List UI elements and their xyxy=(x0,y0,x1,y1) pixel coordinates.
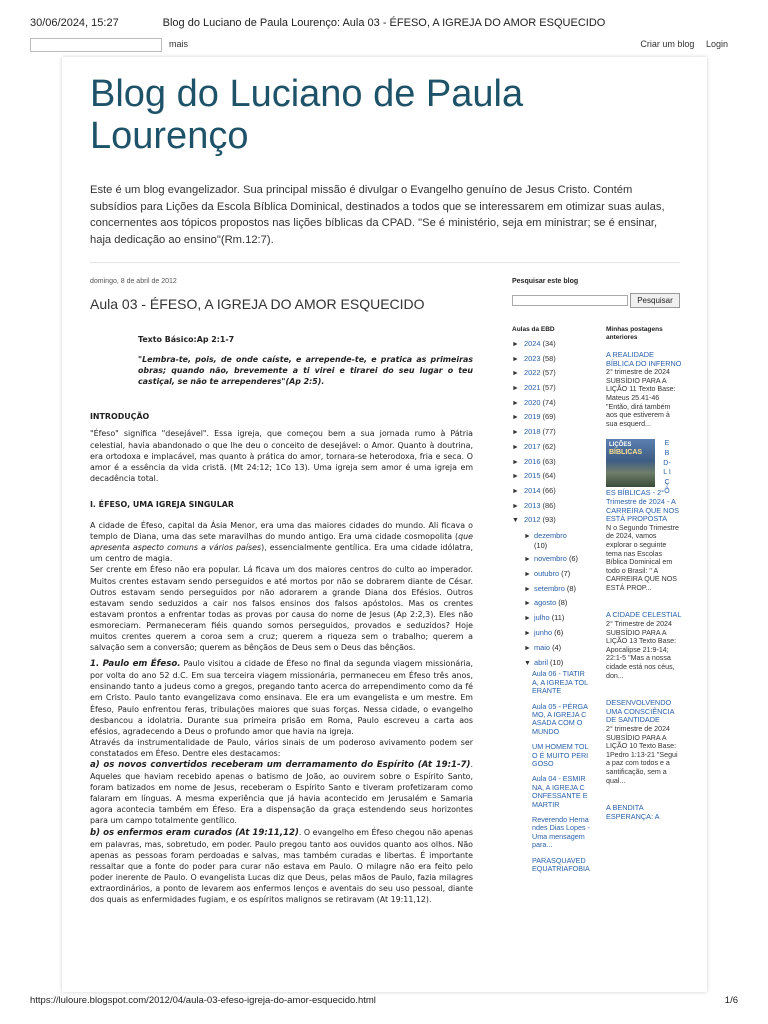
archive-year[interactable] xyxy=(512,513,596,528)
recent-post-snippet: N o Segundo Trimestre de 2024, vamos explorar o seguinte tema nas Escolas Bíblica Dominical em todo o Brasil: " A CARREIRA QUE NOS ESTÁ PROP... xyxy=(606,523,679,592)
archive-year[interactable] xyxy=(512,337,596,352)
year-count: (58) xyxy=(542,353,556,363)
archive-year[interactable] xyxy=(512,352,596,367)
month-link[interactable]: outubro xyxy=(534,568,560,578)
expand-arrow-icon[interactable]: ► xyxy=(524,585,531,593)
print-title: Blog do Luciano de Paula Lourenço: Aula 03 - ÉFESO, A IGREJA DO AMOR ESQUECIDO xyxy=(162,17,606,29)
expand-arrow-icon[interactable]: ► xyxy=(512,458,519,466)
month-count: (4) xyxy=(552,642,562,652)
point-b-paragraph xyxy=(90,827,473,906)
archive-year[interactable] xyxy=(512,381,596,396)
expand-arrow-icon[interactable]: ► xyxy=(512,385,519,393)
expand-arrow-icon[interactable]: ► xyxy=(512,443,519,451)
archive-month[interactable] xyxy=(512,626,596,641)
month-count: (8) xyxy=(558,598,568,608)
month-link[interactable]: abril xyxy=(534,657,548,667)
point-a-heading: a) os novos convertidos receberam um derramamento do Espírito (At 19:1-7) xyxy=(90,760,471,770)
month-count: (11) xyxy=(551,613,565,623)
archive-year[interactable] xyxy=(512,440,596,455)
year-link[interactable]: 2021 xyxy=(524,383,541,393)
archive-month[interactable] xyxy=(512,552,596,567)
print-header xyxy=(0,0,768,40)
expand-arrow-icon[interactable]: ► xyxy=(524,644,531,652)
blog-search xyxy=(512,293,680,308)
expand-arrow-icon[interactable]: ► xyxy=(512,399,519,407)
expand-arrow-icon[interactable]: ► xyxy=(524,615,531,623)
archive-month[interactable] xyxy=(512,596,596,611)
paulo-text: Paulo visitou a cidade de Éfeso no final da segunda viagem missionária, por volta do ano 52 d.C. Em sua terceira viagem missionária, permaneceu em Éfeso três anos, ensinando tanto a judeus como a gregos, pregando tanto acerca do arrependimento como da fé em Cristo. Paulo tanto evangelizava como ensinava. Ele era um evangelista e um mestre. Em Éfeso, Paulo enfrentou feras, tribulações maiores que suas forças. Nessa cidade, o evangelho desbancou a idolatria. Durante sua primeira prisão em Roma, Paulo escreveu a carta aos efésios, agradecendo a Deus o profundo amor que havia na igreja. xyxy=(90,659,473,736)
year-link[interactable]: 2024 xyxy=(524,339,541,348)
expand-arrow-icon[interactable]: ► xyxy=(512,473,519,481)
s1-p1-text-b: ), essencialmente gentílica. Era uma cidade idólatra, um centro de magia. xyxy=(90,543,473,564)
month-count: (7) xyxy=(561,568,571,578)
archive-year[interactable] xyxy=(512,499,596,514)
expand-arrow-icon[interactable]: ► xyxy=(524,532,531,540)
expand-arrow-icon[interactable]: ► xyxy=(524,629,531,637)
section1-paragraph2: Ser crente em Éfeso não era popular. Lá ficava um dos maiores centros do culto ao imperador. Muitos crentes estavam sendo perseguidos e até mortos por não se dobrarem diante de César. Outros estavam sendo perseguidos por não adorarem a grande Diana dos Efésios. Outros estavam sendo seduzidos a cair nos falsos ensinos dos falsos apóstolos. Mas os crentes estavam prontos a enfrentar todas as provas por causa do nome de Jesus (Ap 2:2,3). Eles não esmoreciam. Permaneceram fiéis quando somos perseguidos, provados e seduzidos? Hoje muitos crentes querem a coroa sem a cruz; querem a riqueza sem o trabalho; querem a salvação sem a conversão; querem as bênçãos de Deus sem o Deus das bênçãos. xyxy=(90,565,473,653)
year-count: (93) xyxy=(542,515,556,525)
collapse-arrow-icon[interactable]: ▼ xyxy=(524,659,531,667)
expand-arrow-icon[interactable]: ► xyxy=(524,600,531,608)
section1-heading: I. ÉFESO, UMA IGREJA SINGULAR xyxy=(90,499,234,509)
archive-post-link[interactable]: Aula 04 - ESMIRNA, A IGREJA CONFESSANTE E MARTIR xyxy=(532,774,588,809)
year-count: (69) xyxy=(542,412,556,422)
archive-post-link[interactable]: Aula 06 - TIATIRA, A IGREJA TOLERANTE xyxy=(532,669,589,696)
expand-arrow-icon[interactable]: ► xyxy=(512,355,519,363)
recent-post-link[interactable]: A BENDITA ESPERANÇA: A xyxy=(606,803,660,821)
expand-arrow-icon[interactable]: ► xyxy=(512,502,519,510)
point-a-paragraph xyxy=(90,759,473,827)
recent-post xyxy=(606,699,682,785)
recent-post-link[interactable]: DESENVOLVENDO UMA CONSCIÊNCIA DE SANTIDADE xyxy=(606,698,675,725)
thumbnail-caption[interactable]: E B D- L I Ç Õ xyxy=(663,440,671,496)
month-count: (8) xyxy=(566,583,576,593)
search-label: Pesquisar este blog xyxy=(512,278,579,285)
navbar-search-input[interactable] xyxy=(30,38,162,52)
month-link[interactable]: agosto xyxy=(534,598,557,608)
more-link[interactable]: mais xyxy=(169,39,189,49)
archive-year[interactable] xyxy=(512,425,596,440)
sidebar xyxy=(512,278,707,874)
print-url: https://luloure.blogspot.com/2012/04/aula-03-efeso-igreja-do-amor-esquecido.html xyxy=(30,995,376,1006)
year-count: (66) xyxy=(542,485,556,495)
archive-post-link[interactable]: Aula 05 - PÉRGAMO, A IGREJA CASADA COM O MUNDO xyxy=(532,701,588,736)
blog-title[interactable]: Blog do Luciano de Paula Lourenço xyxy=(90,73,524,157)
blog-search-input[interactable] xyxy=(512,295,628,306)
recent-post xyxy=(606,439,682,592)
archive-month-abril[interactable] xyxy=(512,656,596,671)
year-link[interactable]: 2015 xyxy=(524,471,541,481)
year-count: (57) xyxy=(542,368,556,378)
recent-post-link[interactable]: ES BÍBLICAS - 2° Trimestre de 2024 - A CARREIRA QUE NOS ESTÁ PROPOSTA xyxy=(606,488,679,524)
archive-month[interactable] xyxy=(512,641,596,656)
month-count: (10) xyxy=(550,657,564,667)
month-link[interactable]: setembro xyxy=(534,583,565,593)
thumbnail-text: BÍBLICAS xyxy=(609,449,643,457)
post-title: Aula 03 - ÉFESO, A IGREJA DO AMOR ESQUECIDO xyxy=(90,296,425,312)
blog-archive xyxy=(512,326,596,880)
post-body xyxy=(90,334,473,905)
s1-p1-italic: que apresenta aspecto comuns a vários países xyxy=(90,532,473,553)
thumbnail-image[interactable] xyxy=(606,439,655,487)
recent-post-link[interactable]: A REALIDADE BÍBLICA DO INFERNO xyxy=(606,350,682,368)
point-b-heading: b) os enfermos eram curados (At 19:11,12) xyxy=(90,827,299,838)
s1-p1-text-a: A cidade de Éfeso, capital da Ásia Menor, era uma das maiores cidades do mundo. Ali ficava o templo de Diana, uma das sete maravilhas do mundo antigo. Era uma cidade cosmopolita ( xyxy=(90,521,473,542)
intro-heading: INTRODUÇÃO xyxy=(90,412,150,422)
year-count: (64) xyxy=(542,471,556,481)
print-date: 30/06/2024, 15:27 xyxy=(30,17,119,29)
key-verse: "Lembra-te, pois, de onde caíste, e arrepende-te, e pratica as primeiras obras; quando não, brevemente a ti virei e tirarei do seu lugar o teu castiçal, se não te arrependeres"(Ap 2:5). xyxy=(138,355,473,387)
recent-post-snippet: 2° trimestre de 2024 SUBSÍDIO PARA A LIÇÃO 11 Texto Base: Mateus 25.41-46 "Então, dirá também aos que estiverem à sua esquerd... xyxy=(606,368,676,428)
search-button[interactable]: Pesquisar xyxy=(630,293,680,308)
point-b-text: . O evangelho em Éfeso chegou não apenas em palavras, mas, sobretudo, em poder. Paulo pregou tanto aos ouvidos quanto aos olhos. Não apenas as pessoas foram perdoadas e salvas, mas também curadas e libertas. É importante ressaltar que a fonte do poder para curar não estava em Paulo. O milagre não era feito pelo poder inerente de Paulo. O evangelista Lucas diz que Deus, pelas mãos de Paulo, fazia milagres extraordinários, a ponto de levarem aos enfermos lenços e aventais do seu uso pessoal, diante dos quais as enfermidades fugiam, e os espíritos malignos se retiravam (At 19:11,12). xyxy=(90,827,473,905)
recent-post xyxy=(606,351,682,428)
texto-basico: Texto Básico:Ap 2:1-7 xyxy=(138,335,235,344)
archive-years xyxy=(512,337,596,528)
recent-title: Minhas postagens anteriores xyxy=(606,326,663,341)
expand-arrow-icon[interactable]: ► xyxy=(512,341,519,348)
month-link[interactable]: junho xyxy=(534,627,553,637)
paulo-paragraph xyxy=(90,658,473,737)
archive-post-link[interactable]: PARASQUAVEDEQUATRIAFOBIA xyxy=(532,855,590,874)
blog-container xyxy=(62,57,707,992)
archive-month[interactable] xyxy=(512,567,596,582)
recent-post-snippet: 2° trimestre de 2024 SUBSÍDIO PARA A LIÇÃO 10 Texto Base: 1Pedro 1:13-21 "Segui a paz com todos e a santificação, sem a qual... xyxy=(606,725,678,785)
blog-description: Este é um blog evangelizador. Sua principal missão é divulgar o Evangelho genuíno de Jesus Cristo. Contém subsídios para Lições da Escola Bíblica Dominical, destinados a todos que se interessarem em otimizar suas aulas, concernentes aos tópicos propostos nas lições bíblicas da CPAD. "Se é ministério, seja em ministrar; se é ensinar, haja dedicação ao ensino"(Rm.12:7). xyxy=(90,184,665,246)
thumbnail-text: LIÇÕES xyxy=(609,442,632,449)
archive-year[interactable] xyxy=(512,469,596,484)
year-link[interactable]: 2016 xyxy=(524,456,541,466)
intro-paragraph: "Éfeso" significa "desejável". Essa igreja, que começou bem a sua jornada rumo à Pátria celestial, havia abandonado o que lhe deu o conceito de desejável: o Amor. Quanto à doutrina, era ortodoxa e implacável, mas quanto à prática do amor, tornara-se heterodoxa, fria e seca. O amor é a essência da vida cristã. (Mt 24:12; 1Co 13). Uma igreja sem amor é uma igreja em decadência total. xyxy=(90,429,473,483)
expand-arrow-icon[interactable]: ► xyxy=(524,555,531,563)
archive-month[interactable] xyxy=(512,611,596,626)
year-count: (77) xyxy=(542,427,556,437)
month-count: (10) xyxy=(534,540,548,550)
point-a-text: . Aqueles que haviam recebido apenas o batismo de João, ao ouvirem sobre o Espírito Santo, foram batizados em nome de Jesus, receberam o Espírito Santo e tiveram profetizaram como falaram em línguas. A mesma experiência que já havia acontecido em Jerusalém e Samaria agora acontecia também em Éfeso. Era a dispensação da graça estendendo seus horizontes para um campo totalmente gentílico. xyxy=(90,760,473,826)
blogger-navbar xyxy=(30,36,738,54)
create-blog-link[interactable]: Criar um blog xyxy=(640,39,695,49)
year-link[interactable]: 2022 xyxy=(524,368,541,378)
recent-posts xyxy=(606,326,682,840)
recent-post xyxy=(606,611,682,680)
month-link[interactable]: maio xyxy=(534,642,551,652)
recent-post-snippet: 2° Trimestre de 2024 SUBSÍDIO PARA A LIÇÃO 13 Texto Base: Apocalipse 21:9-14; 22:1-5 "Mas a nossa cidade está nos céus, don... xyxy=(606,620,677,680)
recent-post xyxy=(606,804,682,821)
archive-months xyxy=(512,552,596,656)
archive-post-link[interactable]: Reverendo Hernandes Dias Lopes - Uma mensagem para... xyxy=(532,815,590,850)
expand-arrow-icon[interactable]: ► xyxy=(512,487,519,495)
year-count: (86) xyxy=(542,500,556,510)
print-page-number: 1/6 xyxy=(724,995,738,1006)
year-count: (62) xyxy=(542,441,556,451)
month-link[interactable]: julho xyxy=(534,613,550,623)
paulo-paragraph2: Através da instrumentalidade de Paulo, vários sinais de um poderoso avivamento podem ser constatados em Éfeso. Dentre eles destacamos: xyxy=(90,737,473,758)
year-link[interactable]: 2023 xyxy=(524,353,541,363)
year-link[interactable]: 2018 xyxy=(524,427,541,437)
archive-april-posts xyxy=(512,670,596,873)
expand-arrow-icon[interactable]: ► xyxy=(512,414,519,422)
archive-post-link[interactable]: UM HOMEM TOLO É MUITO PERIGOSO xyxy=(532,742,589,768)
year-link[interactable]: 2012 xyxy=(524,515,541,525)
expand-arrow-icon[interactable]: ► xyxy=(512,370,519,378)
year-link[interactable]: 2013 xyxy=(524,500,541,510)
login-link[interactable]: Login xyxy=(705,39,728,49)
expand-arrow-icon[interactable]: ► xyxy=(524,570,531,578)
month-count: (6) xyxy=(554,627,564,637)
header-divider xyxy=(90,262,680,263)
expand-arrow-icon[interactable]: ► xyxy=(512,429,519,437)
year-link[interactable]: 2017 xyxy=(524,441,541,451)
archive-month[interactable] xyxy=(512,582,596,597)
year-link[interactable]: 2014 xyxy=(524,485,541,495)
archive-year[interactable] xyxy=(512,410,596,425)
post-date: domingo, 8 de abril de 2012 xyxy=(90,278,177,285)
month-count: (6) xyxy=(568,553,578,563)
archive-year[interactable] xyxy=(512,396,596,411)
archive-year[interactable] xyxy=(512,455,596,470)
year-count: (74) xyxy=(542,397,556,407)
year-count: (34) xyxy=(542,339,556,348)
archive-year[interactable] xyxy=(512,484,596,499)
month-link[interactable]: novembro xyxy=(534,553,567,563)
year-count: (63) xyxy=(542,456,556,466)
archive-month-dezembro[interactable] xyxy=(512,528,596,552)
archive-title: Aulas da EBD xyxy=(512,326,555,333)
section1-paragraph1 xyxy=(90,520,473,564)
year-count: (57) xyxy=(542,383,556,393)
collapse-arrow-icon[interactable]: ▼ xyxy=(512,517,519,525)
recent-post-thumbnail[interactable] xyxy=(606,439,680,496)
month-link[interactable]: dezembro xyxy=(534,530,567,540)
recent-post-link[interactable]: A CIDADE CELESTIAL xyxy=(606,610,682,620)
archive-year[interactable] xyxy=(512,366,596,381)
print-footer xyxy=(0,994,768,1014)
year-link[interactable]: 2020 xyxy=(524,397,541,407)
paulo-heading: 1. Paulo em Éfeso. xyxy=(90,659,181,670)
year-link[interactable]: 2019 xyxy=(524,412,541,422)
